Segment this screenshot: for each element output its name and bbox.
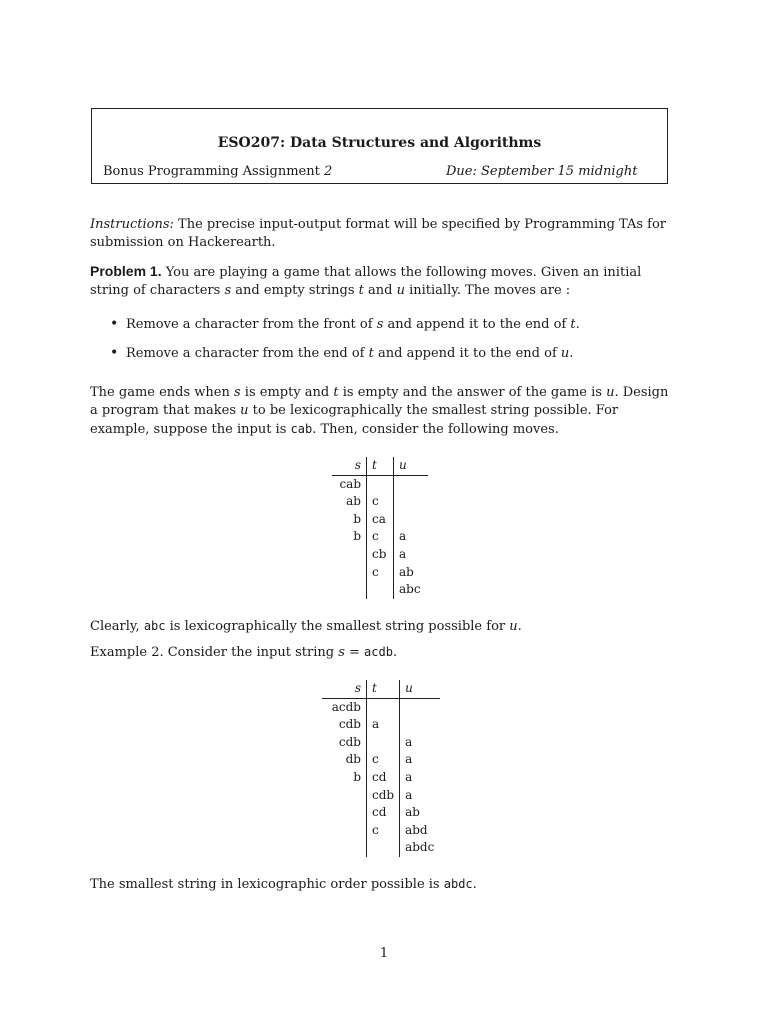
conclusion-1-paragraph: Clearly, abc is lexicographically the smallest string possible for u.: [90, 619, 522, 634]
cell-u: abdc: [405, 840, 435, 855]
cell-t: c: [367, 528, 394, 546]
table-row: [322, 698, 440, 716]
table-row: [332, 564, 428, 582]
table-row: [322, 822, 440, 840]
cell-u: a: [405, 787, 413, 802]
table-row: [322, 839, 440, 857]
cell-u: abc: [399, 582, 421, 597]
cell-u: a: [399, 529, 407, 544]
cell-t: a: [367, 716, 400, 734]
cell-u: [400, 716, 441, 734]
example-2-paragraph: Example 2. Consider the input string s = acdb.: [90, 645, 398, 660]
cell-u: [400, 698, 441, 716]
problem-label: Problem 1.: [90, 263, 162, 279]
cell-u: ab: [399, 564, 414, 579]
cell-t: cd: [367, 769, 400, 787]
table-row: [322, 734, 440, 752]
cell-u: [394, 475, 429, 493]
instructions-text: The precise input-output format will be specified by Programming TAs for submission on Hackerearth.: [90, 217, 667, 250]
table-header-s: s: [322, 680, 367, 698]
cell-t: c: [367, 493, 394, 511]
answer-code-abc: abc: [143, 619, 166, 633]
answer-code-abdc: abdc: [443, 877, 473, 891]
table-row: [332, 475, 428, 493]
cell-t: [367, 581, 394, 599]
input-code-acdb: acdb: [364, 645, 393, 659]
instructions-label: Instructions:: [90, 217, 174, 232]
cell-t: [367, 698, 400, 716]
bullet-icon: •: [110, 316, 119, 332]
table-row: [322, 769, 440, 787]
conclusion-1-prefix: Clearly,: [90, 619, 140, 634]
table-header-t: t: [367, 680, 400, 698]
cell-s: ab: [346, 494, 361, 509]
bullet-icon: •: [110, 345, 119, 361]
course-title: ESO207: Data Structures and Algorithms: [217, 135, 542, 151]
cell-u: a: [405, 734, 413, 749]
problem-description-paragraph: The game ends when s is empty and t is empty and the answer of the game is u. Design a program that makes u to be lexicographically the smallest string possible. For example, suppose the input is cab. Then, consider the following moves.: [90, 385, 669, 437]
table-row: [322, 787, 440, 805]
page-number: 1: [379, 946, 389, 961]
cell-u: abd: [405, 822, 428, 837]
cell-t: cd: [367, 804, 400, 822]
cell-u: [394, 493, 429, 511]
conclusion-2-paragraph: The smallest string in lexicographic order possible is abdc.: [90, 877, 477, 892]
table-header-u: u: [394, 457, 429, 475]
cell-t: ca: [367, 511, 394, 529]
problem-intro-paragraph: Problem 1. You are playing a game that allows the following moves. Given an initial string of characters s and empty strings t and u initially. The moves are :: [90, 263, 642, 298]
cell-s: acdb: [331, 699, 361, 714]
table-header-t: t: [367, 457, 394, 475]
moves-table-2: [322, 680, 440, 857]
cell-t: [367, 475, 394, 493]
cell-s: cab: [339, 476, 361, 491]
cell-s: cdb: [338, 734, 361, 749]
cell-s: db: [345, 752, 361, 767]
cell-u: [394, 511, 429, 529]
cell-s: b: [353, 529, 361, 544]
cell-t: [367, 839, 400, 857]
cell-t: c: [367, 564, 394, 582]
table-row: [322, 804, 440, 822]
table-row: [332, 581, 428, 599]
cell-u: a: [405, 769, 413, 784]
table-row: [322, 751, 440, 769]
table-header-s: s: [332, 457, 367, 475]
cell-s: cdb: [338, 717, 361, 732]
cell-s: [322, 787, 367, 805]
table-row: [332, 511, 428, 529]
cell-s: [322, 822, 367, 840]
assignment-number: 2: [323, 164, 333, 179]
table-row: [332, 528, 428, 546]
assignment-label: [103, 164, 332, 179]
cell-s: [332, 546, 367, 564]
table-row: [322, 716, 440, 734]
cell-s: b: [353, 769, 361, 784]
cell-t: cdb: [367, 787, 400, 805]
cell-s: [322, 839, 367, 857]
conclusion-2-text: The smallest string in lexicographic order possible is: [90, 877, 440, 892]
due-date: Due: September 15 midnight: [446, 164, 638, 179]
table-row: [332, 493, 428, 511]
cell-u: a: [399, 546, 407, 561]
cell-t: c: [367, 822, 400, 840]
cell-u: ab: [405, 805, 420, 820]
moves-table-1: [332, 457, 428, 599]
table-row: [332, 546, 428, 564]
cell-t: [367, 734, 400, 752]
cell-s: [332, 581, 367, 599]
instructions-paragraph: [90, 216, 680, 252]
table-header-u: u: [400, 680, 441, 698]
header-box: [91, 108, 668, 184]
cell-s: [332, 564, 367, 582]
assignment-text: Bonus Programming Assignment: [103, 164, 324, 179]
cell-s: [322, 804, 367, 822]
cell-t: cb: [367, 546, 394, 564]
cell-s: b: [353, 511, 361, 526]
cell-u: a: [405, 752, 413, 767]
cell-t: c: [367, 751, 400, 769]
